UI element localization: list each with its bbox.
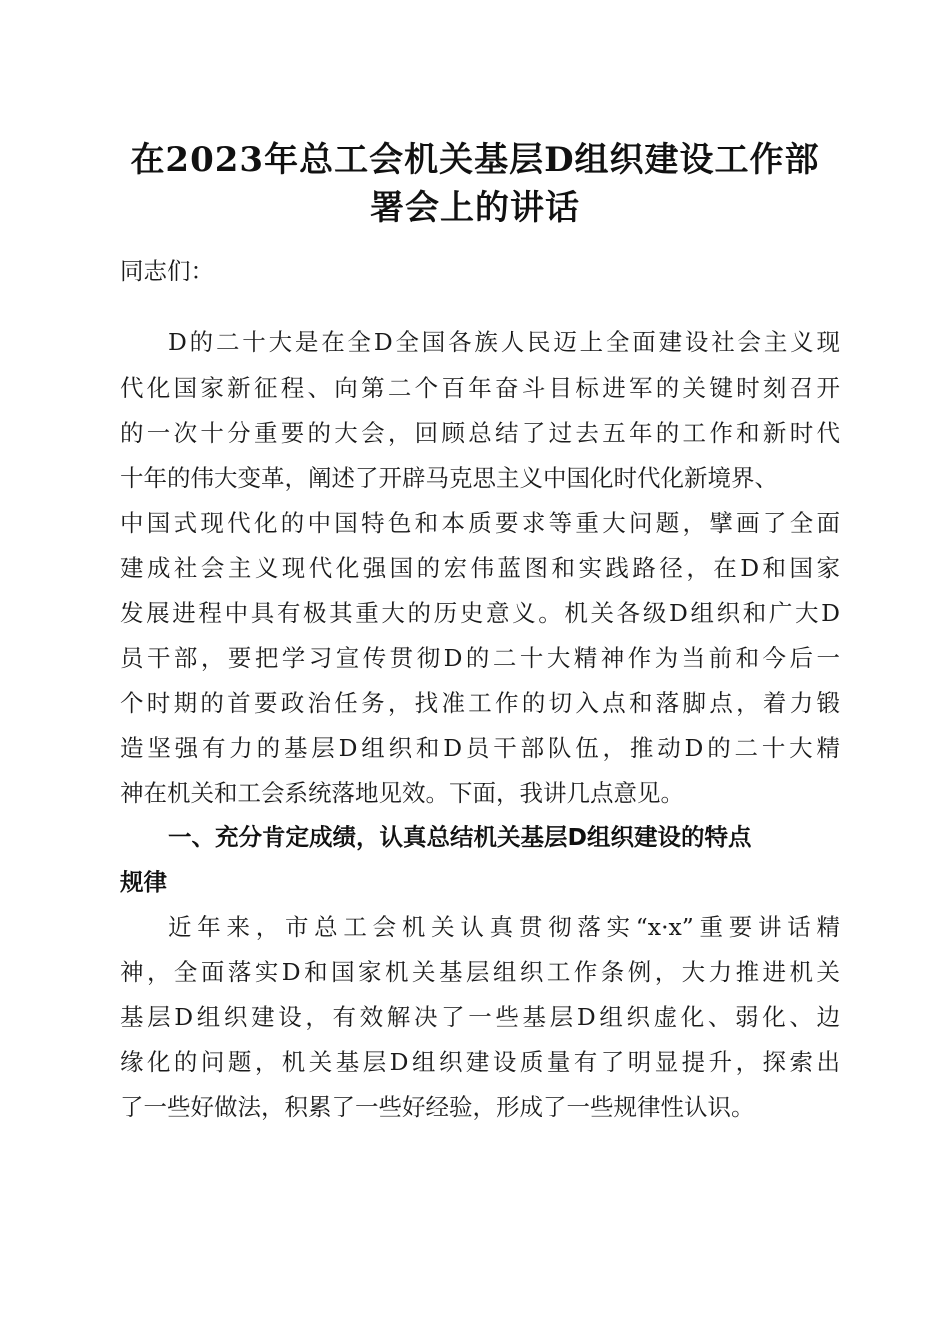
paragraph-1-line: 神在机关和工会系统落地见效。下面，我讲几点意见。	[120, 779, 684, 807]
document-title-line-2: 署会上的讲话	[370, 188, 580, 228]
paragraph-1-line: 造坚强有力的基层D组织和D员干部队伍，推动D的二十大精	[120, 734, 840, 762]
section-heading-1: 一、充分肯定成绩，认真总结机关基层D组织建设的特点	[168, 823, 752, 851]
paragraph-1-line: 个时期的首要政治任务，找准工作的切入点和落脚点，着力锻	[120, 689, 840, 717]
paragraph-1-line: D的二十大是在全D全国各族人民迈上全面建设社会主义现	[168, 328, 840, 356]
paragraph-1-line: 发展进程中具有极其重大的历史意义。机关各级D组织和广大D	[120, 599, 840, 627]
paragraph-1-line: 员干部，要把学习宣传贯彻D的二十大精神作为当前和今后一	[120, 644, 840, 672]
paragraph-2-line: 了一些好做法，积累了一些好经验，形成了一些规律性认识。	[120, 1093, 755, 1121]
paragraph-2-line: 近年来，市总工会机关认真贯彻落实“x·x”重要讲话精	[168, 913, 840, 941]
document-title-line-1: 在2023年总工会机关基层D组织建设工作部	[130, 140, 820, 180]
paragraph-1-line: 代化国家新征程、向第二个百年奋斗目标进军的关键时刻召开	[120, 374, 840, 402]
section-heading-1-continued: 规律	[120, 868, 167, 896]
paragraph-2-line: 神，全面落实D和国家机关基层组织工作条例，大力推进机关	[120, 958, 840, 986]
paragraph-1-line: 十年的伟大变革，阐述了开辟马克思主义中国化时代化新境界、	[120, 464, 778, 492]
paragraph-1-line: 的一次十分重要的大会，回顾总结了过去五年的工作和新时代	[120, 419, 840, 447]
salutation: 同志们：	[120, 257, 214, 285]
paragraph-2-line: 基层D组织建设，有效解决了一些基层D组织虚化、弱化、边	[120, 1003, 840, 1031]
paragraph-2-line: 缘化的问题，机关基层D组织建设质量有了明显提升，探索出	[120, 1048, 840, 1076]
paragraph-1-line: 建成社会主义现代化强国的宏伟蓝图和实践路径，在D和国家	[120, 554, 840, 582]
paragraph-1-line: 中国式现代化的中国特色和本质要求等重大问题，擘画了全面	[120, 509, 840, 537]
